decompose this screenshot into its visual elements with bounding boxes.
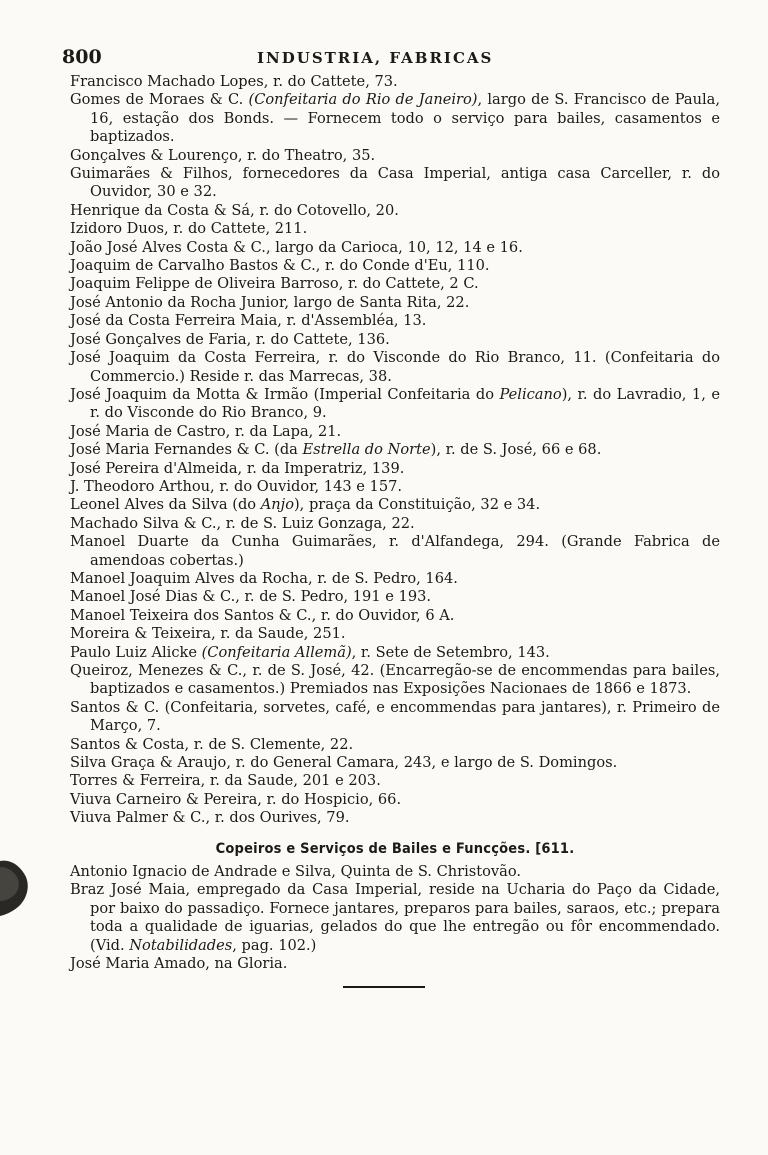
directory-entry: Viuva Carneiro & Pereira, r. do Hospicio, 66.	[70, 790, 402, 808]
directory-entry	[70, 441, 720, 459]
directory-entry	[70, 644, 720, 662]
directory-entry	[70, 91, 720, 146]
ink-blot-mark	[0, 855, 30, 917]
entry-italic-name: Anjo	[260, 496, 294, 514]
directory-entry: Joaquim de Carvalho Bastos & C., r. do Conde d'Eu, 110.	[70, 257, 490, 275]
directory-entry: Moreira & Teixeira, r. da Saude, 251.	[70, 625, 346, 643]
directory-entry: Henrique da Costa & Sá, r. do Cotovello, 20.	[70, 201, 399, 219]
directory-entry: José Maria de Castro, r. da Lapa, 21.	[70, 422, 342, 440]
directory-entry: Joaquim Felippe de Oliveira Barroso, r. do Cattete, 2 C.	[70, 275, 479, 293]
directory-entry: Manoel Teixeira dos Santos & C., r. do Ouvidor, 6 A.	[70, 606, 455, 624]
entry-text: , largo de S. Francisco de Paula, 16, estação dos Bonds. — Fornecem todo o serviço para bailes, casamentos e baptizados.	[90, 91, 721, 146]
entry-italic-name: Pelicano	[499, 385, 562, 403]
end-rule	[343, 986, 425, 988]
directory-entry: Gonçalves & Lourenço, r. do Theatro, 35.	[70, 146, 376, 164]
directory-entry: Antonio Ignacio de Andrade e Silva, Quinta de S. Christovão.	[70, 863, 522, 881]
directory-entry: Manoel José Dias & C., r. de S. Pedro, 191 e 193.	[70, 588, 432, 606]
directory-entry: José Maria Amado, na Gloria.	[70, 955, 288, 973]
running-title: INDUSTRIA, FABRICAS	[257, 49, 494, 67]
directory-entry: José da Costa Ferreira Maia, r. d'Assembléa, 13.	[70, 312, 427, 330]
entry-italic-name: Notabilidades	[129, 936, 233, 954]
directory-entry: Izidoro Duos, r. do Cattete, 211.	[70, 220, 308, 238]
directory-entry: José Pereira d'Almeida, r. da Imperatriz, 139.	[70, 459, 405, 477]
page-number: 800	[62, 46, 102, 68]
directory-entry: Machado Silva & C., r. de S. Luiz Gonzaga, 22.	[70, 514, 415, 532]
entry-italic-name: Estrella do Norte	[302, 441, 431, 459]
section-title: Copeiros e Serviços de Bailes e Funcções. [611.	[215, 840, 575, 857]
directory-entry	[70, 881, 720, 955]
entry-text: ), r. do Lavradio, 1, e r. do Visconde do Rio Branco, 9.	[90, 385, 720, 422]
directory-entry: Queiroz, Menezes & C., r. de S. José, 42. (Encarregão-se de encommendas para bailes, baptizados e casamentos.) Premiados nas Exposições Nacionaes de 1866 e 1873.	[70, 662, 720, 698]
directory-entry: Manoel Duarte da Cunha Guimarães, r. d'Alfandega, 294. (Grande Fabrica de amendoas cobertas.)	[70, 533, 720, 569]
directory-entry: José Gonçalves de Faria, r. do Cattete, 136.	[70, 330, 390, 348]
directory-entry: J. Theodoro Arthou, r. do Ouvidor, 143 e 157.	[70, 477, 403, 495]
entry-text: Leonel Alves da Silva (do	[70, 496, 261, 514]
entry-list	[70, 73, 720, 988]
directory-entry: Santos & Costa, r. de S. Clemente, 22.	[70, 735, 354, 753]
directory-entry: Manoel Joaquim Alves da Rocha, r. de S. Pedro, 164.	[70, 569, 458, 587]
directory-entry	[70, 386, 720, 423]
directory-entry: Guimarães & Filhos, fornecedores da Casa Imperial, antiga casa Carceller, r. do Ouvidor, 30 e 32.	[70, 165, 720, 201]
page-header	[62, 46, 722, 70]
directory-entry: Viuva Palmer & C., r. dos Ourives, 79.	[70, 809, 350, 827]
directory-entry: Torres & Ferreira, r. da Saude, 201 e 203.	[70, 772, 381, 790]
entry-text: José Joaquim da Motta & Irmão (Imperial Confeitaria do	[70, 385, 500, 403]
entry-italic-name: (Confeitaria do Rio de Janeiro)	[248, 91, 478, 109]
directory-entry: José Antonio da Rocha Junior, largo de Santa Rita, 22.	[70, 293, 470, 311]
entry-text: ), r. de S. José, 66 e 68.	[430, 441, 602, 459]
entry-text: Braz José Maia, empregado da Casa Imperial, reside na Ucharia do Paço da Cidade, por baixo do passadiço. Fornece jantares, preparos para bailes, saraos, etc.; prepara toda a qualidade de iguarias, gelados do que lhe entregão ou fôr encommendado. (Vid.	[70, 881, 720, 954]
directory-entry: Silva Graça & Araujo, r. do General Camara, 243, e largo de S. Domingos.	[70, 754, 618, 772]
entry-text: , r. Sete de Setembro, 143.	[351, 643, 550, 661]
entry-text: , pag. 102.)	[232, 936, 317, 954]
directory-entry: José Joaquim da Costa Ferreira, r. do Visconde do Rio Branco, 11. (Confeitaria do Commercio.) Reside r. das Marrecas, 38.	[70, 349, 720, 385]
entry-text: Gomes de Moraes & C.	[70, 91, 249, 109]
directory-entry: João José Alves Costa & C., largo da Carioca, 10, 12, 14 e 16.	[70, 238, 523, 256]
entry-italic-name: (Confeitaria Allemã)	[201, 643, 352, 661]
confectioners-list	[70, 73, 720, 828]
entry-text: Paulo Luiz Alicke	[70, 643, 202, 661]
directory-entry: Santos & C. (Confeitaria, sorvetes, café, e encommendas para jantares), r. Primeiro de Março, 7.	[70, 698, 720, 735]
entry-text: José Maria Fernandes & C. (da	[70, 441, 303, 459]
entry-text: ), praça da Constituição, 32 e 34.	[293, 496, 541, 514]
caterers-list	[70, 863, 720, 973]
directory-entry	[70, 496, 720, 514]
directory-entry: Francisco Machado Lopes, r. do Cattete, 73.	[70, 73, 398, 90]
